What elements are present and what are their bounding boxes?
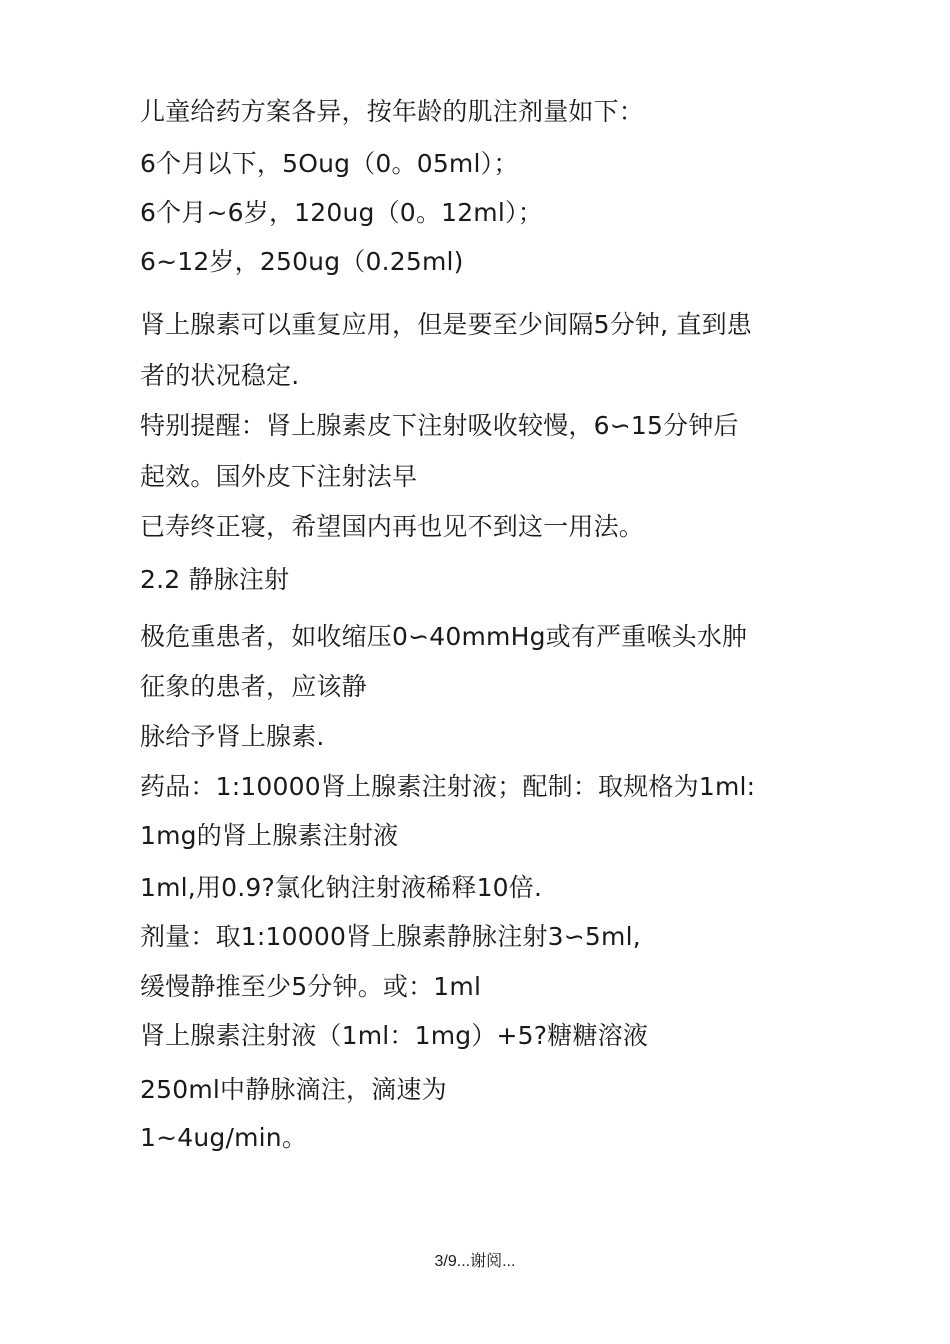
text-line: 儿童给药方案各异，按年龄的肌注剂量如下： [140, 97, 645, 126]
text-line: 6个月以下，5Oug（0。05ml）； [140, 149, 519, 178]
text-line: 征象的患者，应该静 [140, 672, 367, 701]
text-line: 特别提醒：肾上腺素皮下注射吸收较慢，6∽15分钟后 [140, 411, 739, 440]
page-footer: 3/9...谢阅... [434, 1253, 516, 1270]
text-line: 剂量：取1:10000肾上腺素静脉注射3∽5ml, [140, 922, 641, 951]
text-line: 1ml,用0.9?氯化钠注射液稀释10倍. [140, 873, 543, 902]
text-line: 250ml中静脉滴注，滴速为 [140, 1075, 447, 1104]
text-line: 肾上腺素注射液（1ml：1mg）+5?糖糖溶液 [140, 1021, 649, 1050]
text-line: 1~4ug/min。 [140, 1123, 308, 1152]
text-line: 6个月~6岁，120ug（0。12ml）； [140, 198, 543, 227]
text-line: 起效。国外皮下注射法早 [140, 462, 418, 491]
text-line: 者的状况稳定. [140, 361, 300, 390]
text-line: 脉给予肾上腺素. [140, 722, 325, 751]
text-line: 药品：1:10000肾上腺素注射液；配制：取规格为1ml: [140, 772, 756, 801]
section-heading: 2.2 静脉注射 [140, 565, 290, 594]
text-line: 已寿终正寝，希望国内再也见不到这一用法。 [140, 512, 645, 541]
text-line: 6~12岁，250ug（0.25ml) [140, 247, 464, 276]
text-line: 肾上腺素可以重复应用，但是要至少间隔5分钟, 直到患 [140, 310, 753, 339]
text-line: 缓慢静推至少5分钟。或：1ml [140, 972, 482, 1001]
text-line: 1mg的肾上腺素注射液 [140, 821, 399, 850]
text-line: 极危重患者，如收缩压0∽40mmHg或有严重喉头水肿 [140, 622, 748, 651]
